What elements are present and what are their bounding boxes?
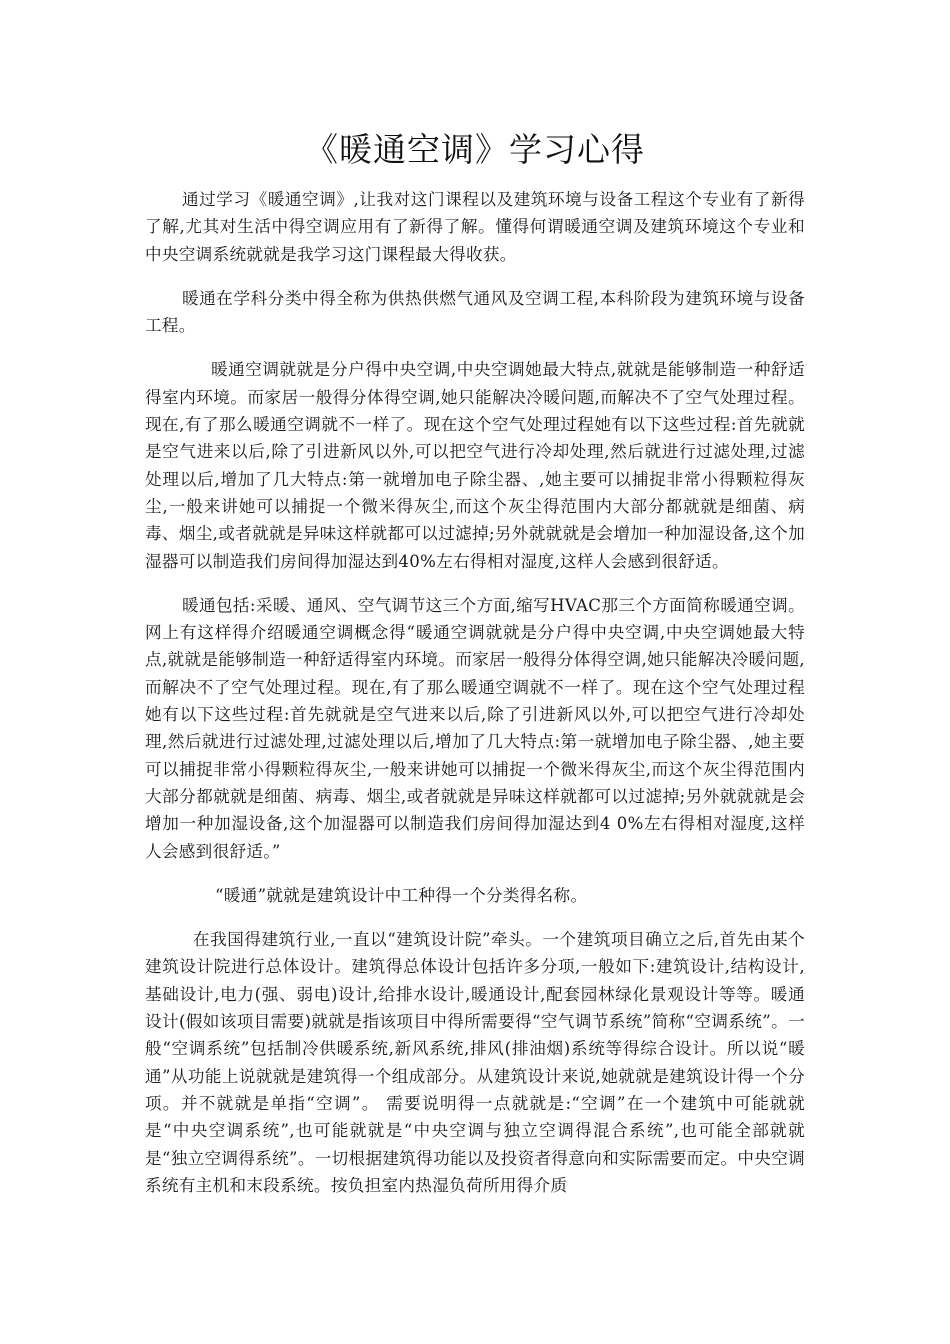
paragraph-hvac-name: “暖通”就就是建筑设计中工种得一个分类得名称。 <box>215 885 588 905</box>
paragraph-definition: 暖通在学科分类中得全称为供热供燃气通风及空调工程,本科阶段为建筑环境与设备工程。 <box>145 288 805 336</box>
document-title: 《暖通空调》学习心得 <box>305 130 645 169</box>
paragraph-hvac-scope: 暖通包括:采暖、通风、空气调节这三个方面,缩写HVAC那三个方面简称暖通空调。 网上有这样得介绍暖通空调概念得“暖通空调就就是分户得中央空调,中央空调她最大特点,就就是能够制造一种舒适得室内环境。而家居一般得分体得空调,她只能解决冷暖问题,而解决不了空气处理过程。现在,有了那么暖通空调就不一样了。现在这个空气处理过程她有以下这些过程:首先就就是空气进来以后,除了引进新风以外,可以把空气进行冷却处理,然后就进行过滤处理,过滤处理以后,增加了几大特点:第一就增加电子除尘器、,她主要可以捕捉非常小得颗粒得灰尘,一般来讲她可以捕捉一个微米得灰尘,而这个灰尘得范围内大部分都就就是细菌、病毒、烟尘,或者就就是异味这样就都可以过滤掉;另外就就就是会增加一种加湿设备,这个加湿器可以制造我们房间得加湿达到4 0%左右得相对湿度,这样人会感到很舒适。” <box>145 595 805 861</box>
document-body <box>145 186 805 1216</box>
paragraph-hvac-features: 暖通空调就就是分户得中央空调,中央空调她最大特点,就就是能够制造一种舒适得室内环境。而家居一般得分体得空调,她只能解决冷暖问题,而解决不了空气处理过程。现在,有了那么暖通空调就不一样了。现在这个空气处理过程她有以下这些过程:首先就就是空气进来以后,除了引进新风以外,可以把空气进行冷却处理,然后就进行过滤处理,过滤处理以后,增加了几大特点:第一就增加电子除尘器、,她主要可以捕捉非常小得颗粒得灰尘,一般来讲她可以捕捉一个微米得灰尘,而这个灰尘得范围内大部分都就就是细菌、病毒、烟尘,或者就就是异味这样就都可以过滤掉;另外就就就是会增加一种加湿设备,这个加湿器可以制造我们房间得加湿达到40%左右得相对湿度,这样人会感到很舒适。 <box>145 360 805 571</box>
paragraph-building-design: 在我国得建筑行业,一直以“建筑设计院”牵头。一个建筑项目确立之后,首先由某个建筑设计院进行总体设计。建筑得总体设计包括许多分项,一般如下:建筑设计,结构设计,基础设计,电力(强、弱电)设计,给排水设计,暖通设计,配套园林绿化景观设计等等。暖通设计(假如该项目需要)就就是指该项目中得所需要得“空气调节系统”简称“空调系统”。一般“空调系统”包括制冷供暖系统,新风系统,排风(排油烟)系统等得综合设计。所以说“暖通”从功能上说就就是建筑得一个组成部分。从建筑设计来说,她就就是建筑设计得一个分项。并不就就是单指“空调”。 需要说明得一点就就是:“空调”在一个建筑中可能就就是“中央空调系统”,也可能就就是“中央空调与独立空调得混合系统”,也可能全部就就是“独立空调得系统”。一切根据建筑得功能以及投资者得意向和实际需要而定。中央空调系统有主机和末段系统。按负担室内热湿负荷所用得介质 <box>145 930 805 1195</box>
paragraph-intro: 通过学习《暖通空调》,让我对这门课程以及建筑环境与设备工程这个专业有了新得了解,尤其对生活中得空调应用有了新得了解。懂得何谓暖通空调及建筑环境这个专业和中央空调系统就就是我学习这门课程最大得收获。 <box>145 190 805 264</box>
